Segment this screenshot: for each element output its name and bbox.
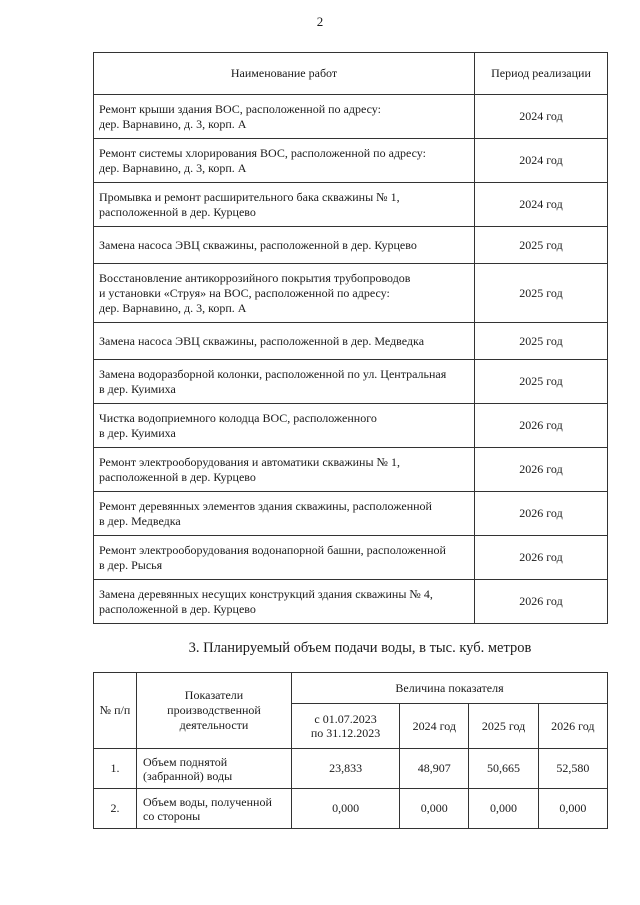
work-name-line: Замена деревянных несущих конструкций здания скважины № 4,	[99, 586, 433, 601]
indicator-text-line: Объем воды, полученной	[143, 794, 272, 809]
supply-header-value-group: Величина показателя	[292, 673, 608, 704]
work-name-line: Промывка и ремонт расширительного бака скважины № 1,	[99, 189, 400, 204]
work-name-line: Замена насоса ЭВЦ скважины, расположенной в дер. Курцево	[99, 237, 417, 252]
supply-row-indicator	[137, 789, 292, 829]
works-row	[94, 95, 608, 139]
works-header-row	[94, 53, 608, 95]
work-name-line: и установки «Струя» на ВОС, расположенной по адресу:	[99, 285, 390, 300]
supply-table	[93, 672, 608, 829]
supply-value: 0,000	[292, 789, 400, 829]
supply-header-indicator	[137, 673, 292, 749]
period-header	[292, 704, 400, 749]
work-period: 2026 год	[475, 404, 608, 448]
section-title: 3. Планируемый объем подачи воды, в тыс. куб. метров	[188, 640, 532, 656]
indicator-text-line: Объем поднятой	[143, 754, 228, 769]
indicator-line: деятельности	[179, 718, 249, 732]
work-name	[94, 264, 475, 323]
work-name	[94, 227, 475, 264]
supply-value: 48,907	[400, 749, 469, 789]
period-header	[400, 704, 469, 749]
work-name-line: расположенной в дер. Курцево	[99, 469, 256, 484]
work-name-line: расположенной в дер. Курцево	[99, 204, 256, 219]
work-name-line: Замена водоразборной колонки, расположенной по ул. Центральная	[99, 366, 447, 381]
work-period: 2025 год	[475, 360, 608, 404]
indicator-line: Показатели	[184, 688, 244, 702]
supply-header-row	[94, 673, 608, 704]
works-row	[94, 448, 608, 492]
work-name-line: расположенной в дер. Курцево	[99, 601, 256, 616]
works-row	[94, 183, 608, 227]
period-header	[538, 704, 607, 749]
works-row	[94, 492, 608, 536]
work-name-line: Ремонт электрооборудования и автоматики скважины № 1,	[99, 454, 400, 469]
period-header-line: с 01.07.2023	[314, 712, 377, 726]
work-name-line: Ремонт электрооборудования водонапорной башни, расположенной	[99, 542, 446, 557]
work-name	[94, 536, 475, 580]
works-row	[94, 404, 608, 448]
work-name-line: Восстановление антикоррозийного покрытия трубопроводов	[99, 270, 411, 285]
work-name	[94, 95, 475, 139]
works-row	[94, 264, 608, 323]
period-header	[469, 704, 538, 749]
work-name-line: Ремонт деревянных элементов здания скважины, расположенной	[99, 498, 432, 513]
work-name	[94, 448, 475, 492]
supply-value: 0,000	[469, 789, 538, 829]
page-number: 2	[316, 14, 324, 29]
work-name	[94, 580, 475, 624]
work-name	[94, 492, 475, 536]
works-row	[94, 580, 608, 624]
work-name	[94, 360, 475, 404]
works-row	[94, 227, 608, 264]
supply-row-num: 2.	[94, 789, 137, 829]
period-header-line: по 31.12.2023	[310, 726, 381, 740]
work-name-line: в дер. Куимиха	[99, 425, 176, 440]
work-name-line: Ремонт крыши здания ВОС, расположенной по адресу:	[99, 101, 381, 116]
supply-value: 0,000	[400, 789, 469, 829]
work-name-line: Замена насоса ЭВЦ скважины, расположенной в дер. Медведка	[99, 333, 425, 348]
works-row	[94, 536, 608, 580]
work-name	[94, 323, 475, 360]
work-period: 2025 год	[475, 227, 608, 264]
work-period: 2026 год	[475, 492, 608, 536]
work-name-line: в дер. Рысья	[99, 557, 163, 572]
work-name-line: Чистка водоприемного колодца ВОС, расположенного	[99, 410, 377, 425]
work-name	[94, 404, 475, 448]
work-period: 2025 год	[475, 264, 608, 323]
supply-row-indicator	[137, 749, 292, 789]
supply-row	[94, 789, 608, 829]
work-period: 2024 год	[475, 183, 608, 227]
work-name-line: в дер. Медведка	[99, 513, 181, 528]
work-name-line: Ремонт системы хлорирования ВОС, расположенной по адресу:	[99, 145, 426, 160]
works-row	[94, 139, 608, 183]
supply-value: 50,665	[469, 749, 538, 789]
supply-value: 52,580	[538, 749, 607, 789]
work-period: 2024 год	[475, 139, 608, 183]
supply-row	[94, 749, 608, 789]
supply-row-num: 1.	[94, 749, 137, 789]
works-row	[94, 323, 608, 360]
work-period: 2024 год	[475, 95, 608, 139]
work-period: 2026 год	[475, 448, 608, 492]
indicator-text-line: (забранной) воды	[143, 768, 233, 783]
work-name	[94, 139, 475, 183]
work-name-line: дер. Варнавино, д. 3, корп. А	[99, 116, 247, 131]
work-period: 2026 год	[475, 536, 608, 580]
works-header-name: Наименование работ	[94, 53, 475, 95]
period-header-line: 2024 год	[412, 719, 456, 733]
work-period: 2026 год	[475, 580, 608, 624]
period-header-line: 2025 год	[481, 719, 526, 733]
works-row	[94, 360, 608, 404]
work-name-line: дер. Варнавино, д. 3, корп. А	[99, 160, 247, 175]
indicator-line: производственной	[167, 703, 261, 717]
supply-value: 23,833	[292, 749, 400, 789]
supply-value: 0,000	[538, 789, 607, 829]
period-header-line: 2026 год	[551, 719, 595, 733]
indicator-text-line: со стороны	[143, 808, 201, 823]
works-table	[93, 52, 608, 624]
work-period: 2025 год	[475, 323, 608, 360]
work-name-line: дер. Варнавино, д. 3, корп. А	[99, 300, 247, 315]
work-name-line: в дер. Куимиха	[99, 381, 176, 396]
work-name	[94, 183, 475, 227]
supply-header-num: № п/п	[94, 673, 137, 749]
works-header-period: Период реализации	[475, 53, 608, 95]
